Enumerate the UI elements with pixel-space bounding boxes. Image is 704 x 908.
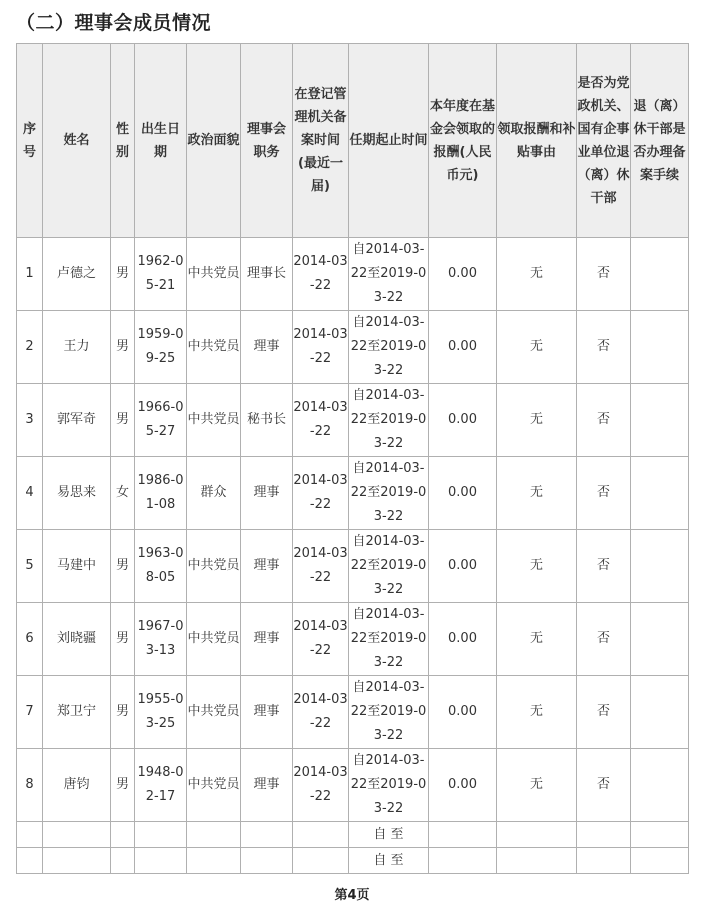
cell-salary [429,848,497,874]
cell-gender: 男 [111,238,135,311]
cell-filing-date [293,822,349,848]
cell-salary: 0.00 [429,749,497,822]
cell-salary-reason: 无 [497,749,577,822]
cell-salary-reason: 无 [497,311,577,384]
cell-index: 1 [17,238,43,311]
cell-board-position: 理事 [241,603,293,676]
cell-board-position [241,822,293,848]
cell-gender: 男 [111,311,135,384]
cell-salary: 0.00 [429,603,497,676]
board-members-table [16,43,689,874]
cell-filing-date: 2014-03-22 [293,530,349,603]
table-row [17,384,689,457]
cell-retired-official [577,848,631,874]
cell-board-position: 理事长 [241,238,293,311]
cell-name [43,822,111,848]
cell-filing-procedure [631,311,689,384]
cell-salary-reason: 无 [497,384,577,457]
cell-salary: 0.00 [429,676,497,749]
cell-name [43,848,111,874]
cell-retired-official: 否 [577,676,631,749]
cell-retired-official: 否 [577,530,631,603]
header-board-position: 理事会职务 [241,44,293,238]
cell-salary [429,822,497,848]
section-title: （二）理事会成员情况 [16,12,212,34]
cell-retired-official: 否 [577,457,631,530]
cell-index: 3 [17,384,43,457]
cell-index: 2 [17,311,43,384]
cell-gender: 男 [111,530,135,603]
cell-gender: 女 [111,457,135,530]
cell-political-status [187,848,241,874]
cell-index [17,848,43,874]
cell-salary: 0.00 [429,238,497,311]
header-salary: 本年度在基金会领取的报酬(人民币元) [429,44,497,238]
cell-term: 自2014-03-22至2019-03-22 [349,238,429,311]
table-row [17,530,689,603]
cell-term: 自2014-03-22至2019-03-22 [349,749,429,822]
cell-salary: 0.00 [429,311,497,384]
cell-index: 6 [17,603,43,676]
cell-political-status: 中共党员 [187,676,241,749]
cell-index: 5 [17,530,43,603]
cell-salary: 0.00 [429,384,497,457]
header-name: 姓名 [43,44,111,238]
cell-birth-date [135,822,187,848]
cell-salary: 0.00 [429,530,497,603]
cell-board-position: 秘书长 [241,384,293,457]
cell-name: 唐钧 [43,749,111,822]
page-number: 第4页 [334,888,370,903]
cell-salary-reason [497,848,577,874]
cell-term: 自2014-03-22至2019-03-22 [349,530,429,603]
cell-filing-date: 2014-03-22 [293,311,349,384]
cell-filing-procedure [631,848,689,874]
cell-gender [111,848,135,874]
cell-board-position: 理事 [241,530,293,603]
cell-birth-date: 1986-01-08 [135,457,187,530]
cell-term: 自2014-03-22至2019-03-22 [349,676,429,749]
cell-filing-procedure [631,457,689,530]
cell-index: 8 [17,749,43,822]
table-row [17,457,689,530]
cell-retired-official: 否 [577,749,631,822]
cell-retired-official: 否 [577,238,631,311]
header-filing-date: 在登记管理机关备案时间(最近一届) [293,44,349,238]
cell-salary-reason: 无 [497,238,577,311]
header-filing-procedure: 退（离）休干部是否办理备案手续 [631,44,689,238]
cell-salary-reason: 无 [497,530,577,603]
cell-filing-date: 2014-03-22 [293,603,349,676]
cell-birth-date: 1966-05-27 [135,384,187,457]
cell-political-status: 中共党员 [187,238,241,311]
empty-table-row [17,848,689,874]
cell-term: 自2014-03-22至2019-03-22 [349,457,429,530]
cell-political-status [187,822,241,848]
cell-index: 4 [17,457,43,530]
header-retired-official: 是否为党政机关、国有企事业单位退（离）休干部 [577,44,631,238]
cell-filing-date: 2014-03-22 [293,384,349,457]
cell-retired-official: 否 [577,603,631,676]
header-term: 任期起止时间 [349,44,429,238]
cell-filing-date: 2014-03-22 [293,676,349,749]
cell-term: 自2014-03-22至2019-03-22 [349,603,429,676]
cell-filing-procedure [631,530,689,603]
header-political-status: 政治面貌 [187,44,241,238]
cell-retired-official: 否 [577,384,631,457]
table-row [17,311,689,384]
cell-gender: 男 [111,603,135,676]
cell-term: 自 至 [349,848,429,874]
cell-salary-reason: 无 [497,603,577,676]
cell-board-position: 理事 [241,311,293,384]
cell-political-status: 中共党员 [187,530,241,603]
cell-name: 易思来 [43,457,111,530]
cell-term: 自2014-03-22至2019-03-22 [349,384,429,457]
cell-retired-official [577,822,631,848]
cell-filing-procedure [631,676,689,749]
header-index: 序号 [17,44,43,238]
cell-filing-date: 2014-03-22 [293,457,349,530]
cell-name: 郭军奇 [43,384,111,457]
cell-filing-procedure [631,603,689,676]
cell-salary-reason: 无 [497,457,577,530]
cell-name: 刘晓疆 [43,603,111,676]
cell-board-position [241,848,293,874]
table-row [17,238,689,311]
cell-birth-date: 1967-03-13 [135,603,187,676]
cell-gender: 男 [111,749,135,822]
cell-board-position: 理事 [241,457,293,530]
table-row [17,676,689,749]
header-salary-reason: 领取报酬和补贴事由 [497,44,577,238]
cell-filing-procedure [631,384,689,457]
cell-birth-date: 1962-05-21 [135,238,187,311]
header-gender: 性别 [111,44,135,238]
cell-name: 王力 [43,311,111,384]
cell-index: 7 [17,676,43,749]
cell-political-status: 中共党员 [187,603,241,676]
cell-gender: 男 [111,384,135,457]
cell-filing-procedure [631,822,689,848]
cell-index [17,822,43,848]
cell-birth-date: 1959-09-25 [135,311,187,384]
table-header-row [17,44,689,238]
cell-retired-official: 否 [577,311,631,384]
cell-salary-reason [497,822,577,848]
cell-political-status: 中共党员 [187,749,241,822]
cell-name: 郑卫宁 [43,676,111,749]
header-birth-date: 出生日期 [135,44,187,238]
cell-political-status: 中共党员 [187,311,241,384]
cell-name: 马建中 [43,530,111,603]
cell-political-status: 中共党员 [187,384,241,457]
cell-filing-procedure [631,749,689,822]
cell-name: 卢德之 [43,238,111,311]
cell-birth-date [135,848,187,874]
cell-birth-date: 1963-08-05 [135,530,187,603]
cell-birth-date: 1955-03-25 [135,676,187,749]
empty-table-row [17,822,689,848]
cell-salary: 0.00 [429,457,497,530]
cell-filing-date: 2014-03-22 [293,749,349,822]
table-row [17,749,689,822]
cell-filing-date [293,848,349,874]
cell-political-status: 群众 [187,457,241,530]
cell-term: 自2014-03-22至2019-03-22 [349,311,429,384]
cell-salary-reason: 无 [497,676,577,749]
cell-gender [111,822,135,848]
cell-board-position: 理事 [241,749,293,822]
cell-board-position: 理事 [241,676,293,749]
cell-birth-date: 1948-02-17 [135,749,187,822]
cell-filing-date: 2014-03-22 [293,238,349,311]
table-row [17,603,689,676]
cell-filing-procedure [631,238,689,311]
cell-term: 自 至 [349,822,429,848]
cell-gender: 男 [111,676,135,749]
